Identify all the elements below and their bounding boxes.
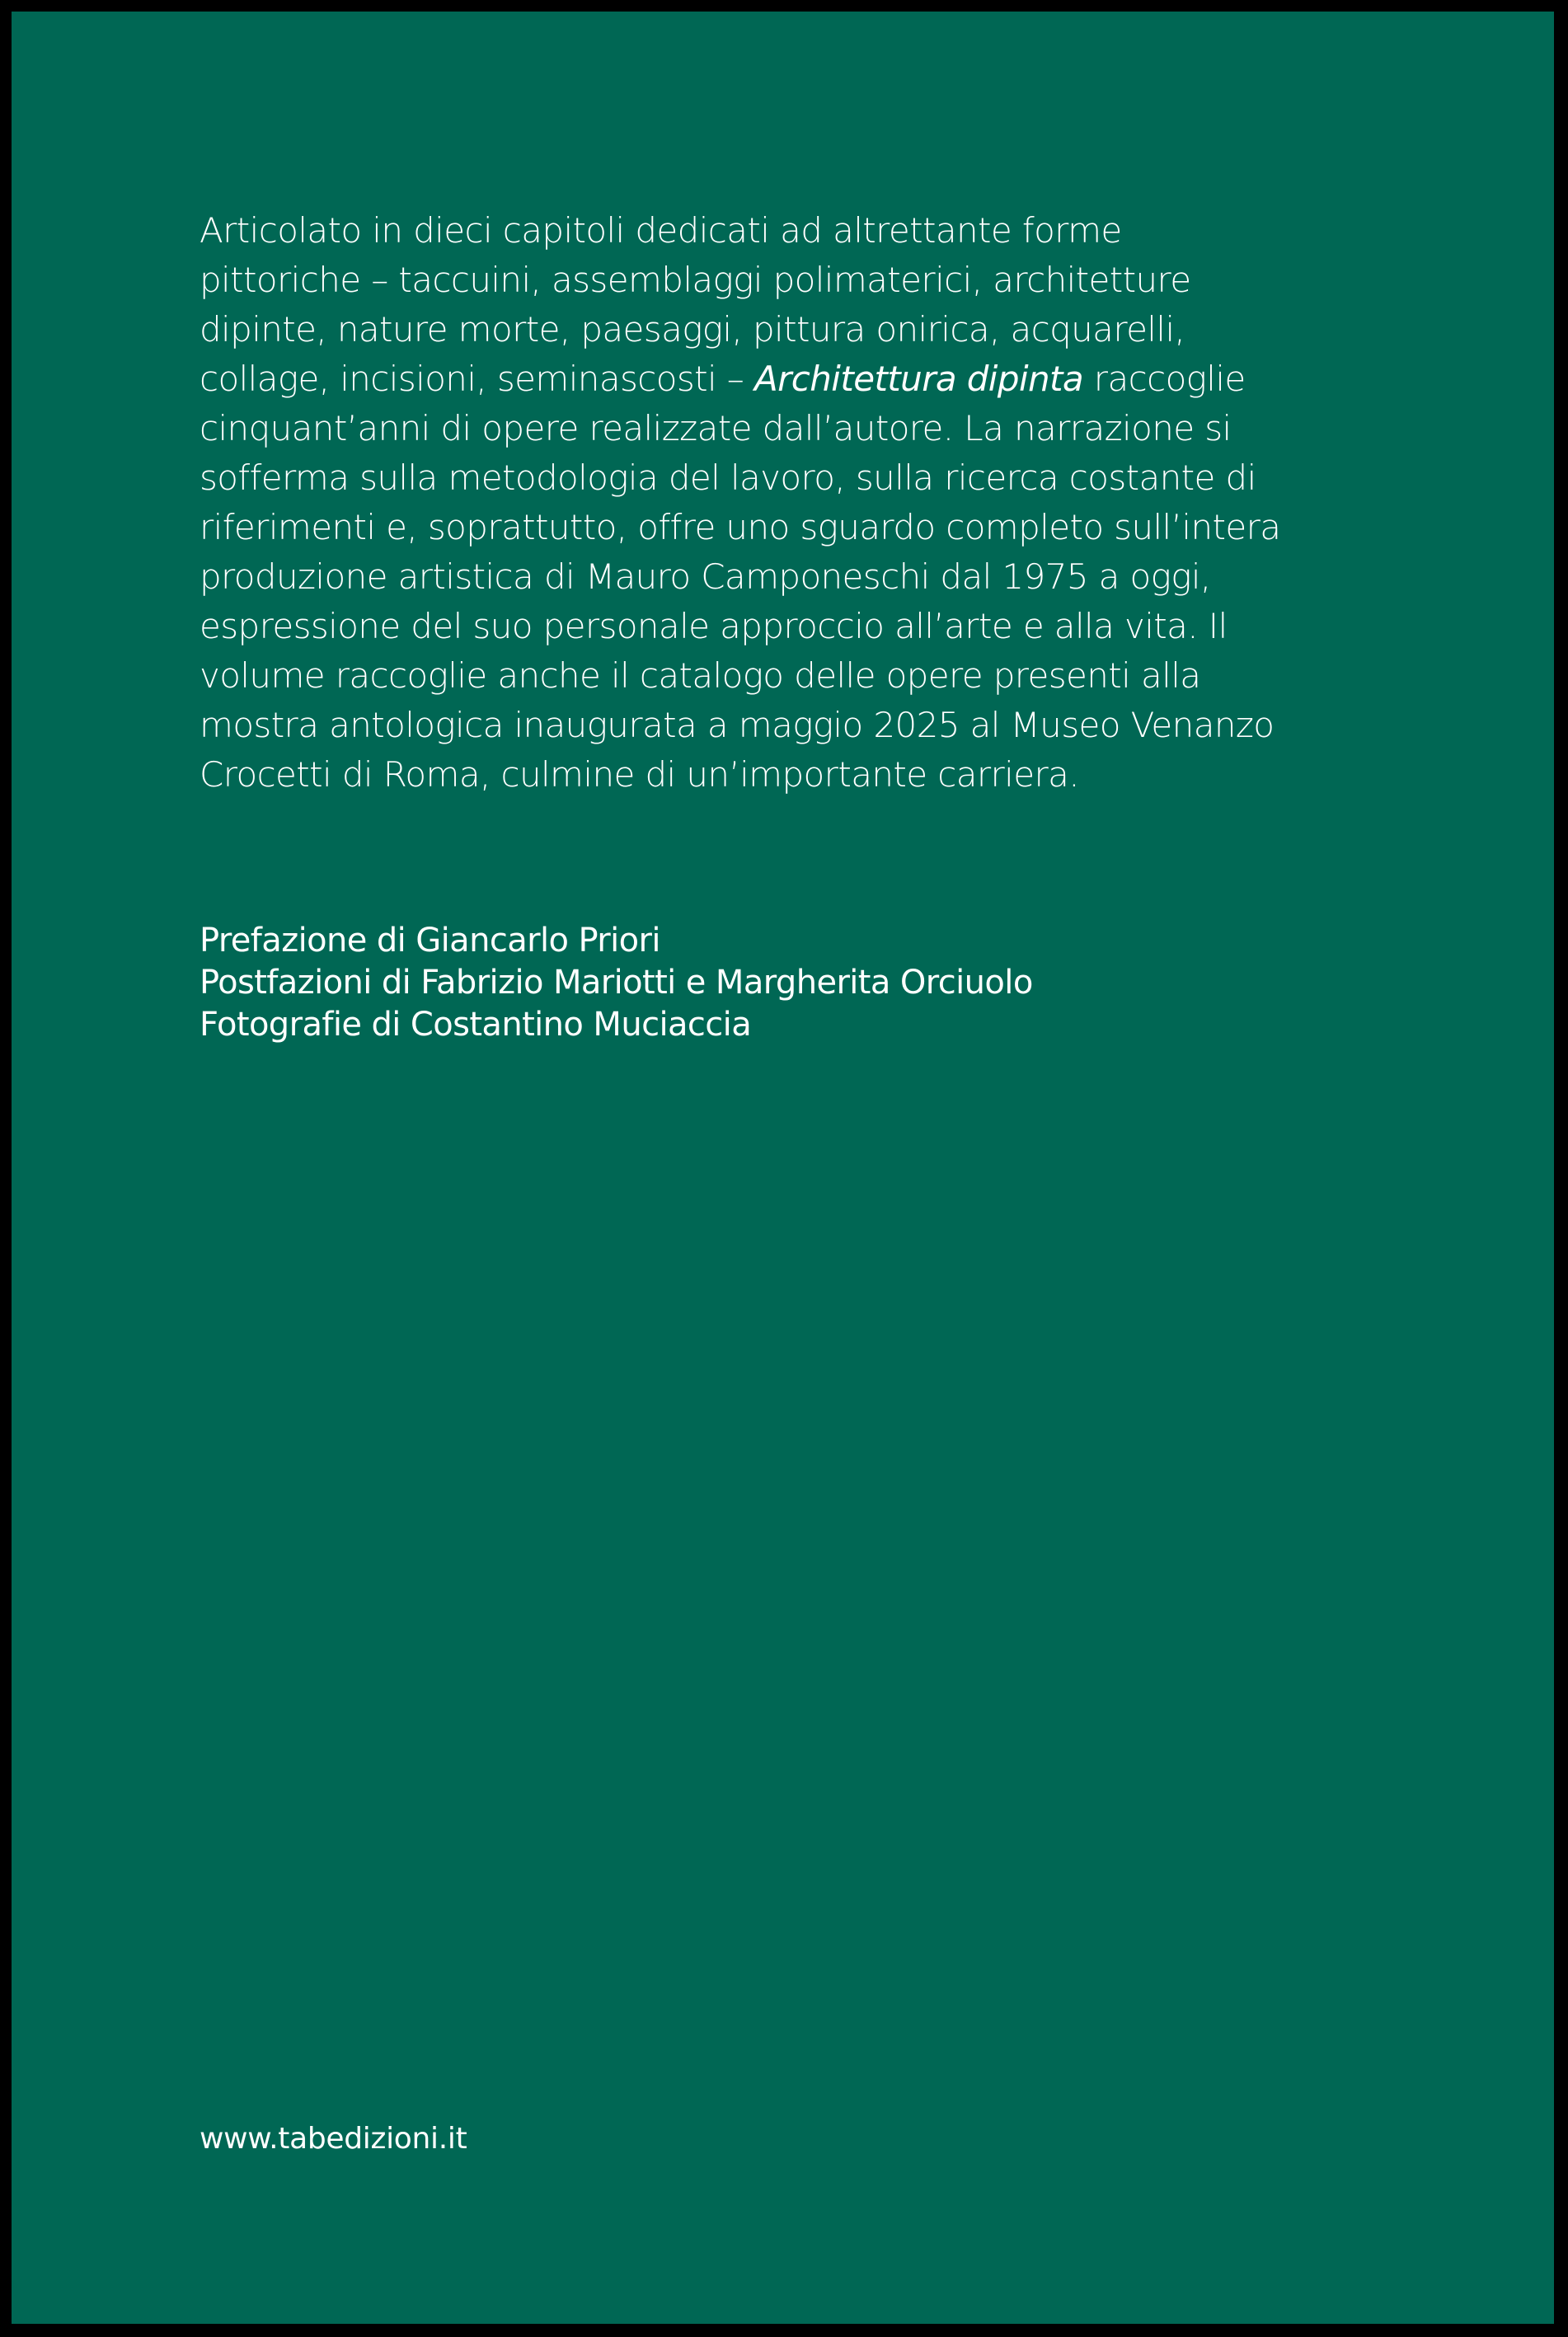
description-line: mostra antologica inaugurata a maggio 2025 al Museo Venanzo xyxy=(200,705,1275,745)
description-line: dipinte, nature morte, paesaggi, pittura onirica, acquarelli, xyxy=(200,309,1185,350)
credits xyxy=(200,920,1403,1046)
description-line: pittoriche – taccuini, assemblaggi polimaterici, architetture xyxy=(200,260,1191,300)
description-line: Articolato in dieci capitoli dedicati ad altrettante forme xyxy=(200,210,1122,251)
description-line: Crocetti di Roma, culmine di un’importante carriera. xyxy=(200,754,1080,795)
back-cover xyxy=(12,12,1554,2324)
description-line: cinquant’anni di opere realizzate dall’autore. La narrazione si xyxy=(200,408,1232,448)
description-line: sofferma sulla metodologia del lavoro, sulla ricerca costante di xyxy=(200,458,1256,498)
book-title: Architettura dipinta xyxy=(753,359,1084,399)
description-text: raccoglie xyxy=(1083,359,1246,399)
book-description xyxy=(200,206,1403,800)
description-line: volume raccoglie anche il catalogo delle opere presenti alla xyxy=(200,655,1201,696)
photography-credit: Fotografie di Costantino Muciaccia xyxy=(200,1006,752,1044)
preface-credit: Prefazione di Giancarlo Priori xyxy=(200,922,660,960)
description-line: espressione del suo personale approccio all’arte e alla vita. Il xyxy=(200,606,1228,646)
publisher-website: www.tabedizioni.it xyxy=(200,2122,467,2156)
description-text: collage, incisioni, seminascosti – xyxy=(200,359,754,399)
description-line: produzione artistica di Mauro Camponeschi dal 1975 a oggi, xyxy=(200,556,1211,597)
afterword-credit: Postfazioni di Fabrizio Mariotti e Margherita Orciuolo xyxy=(200,964,1033,1002)
description-line: riferimenti e, soprattutto, offre uno sguardo completo sull’intera xyxy=(200,507,1281,547)
description-line xyxy=(200,354,1403,404)
